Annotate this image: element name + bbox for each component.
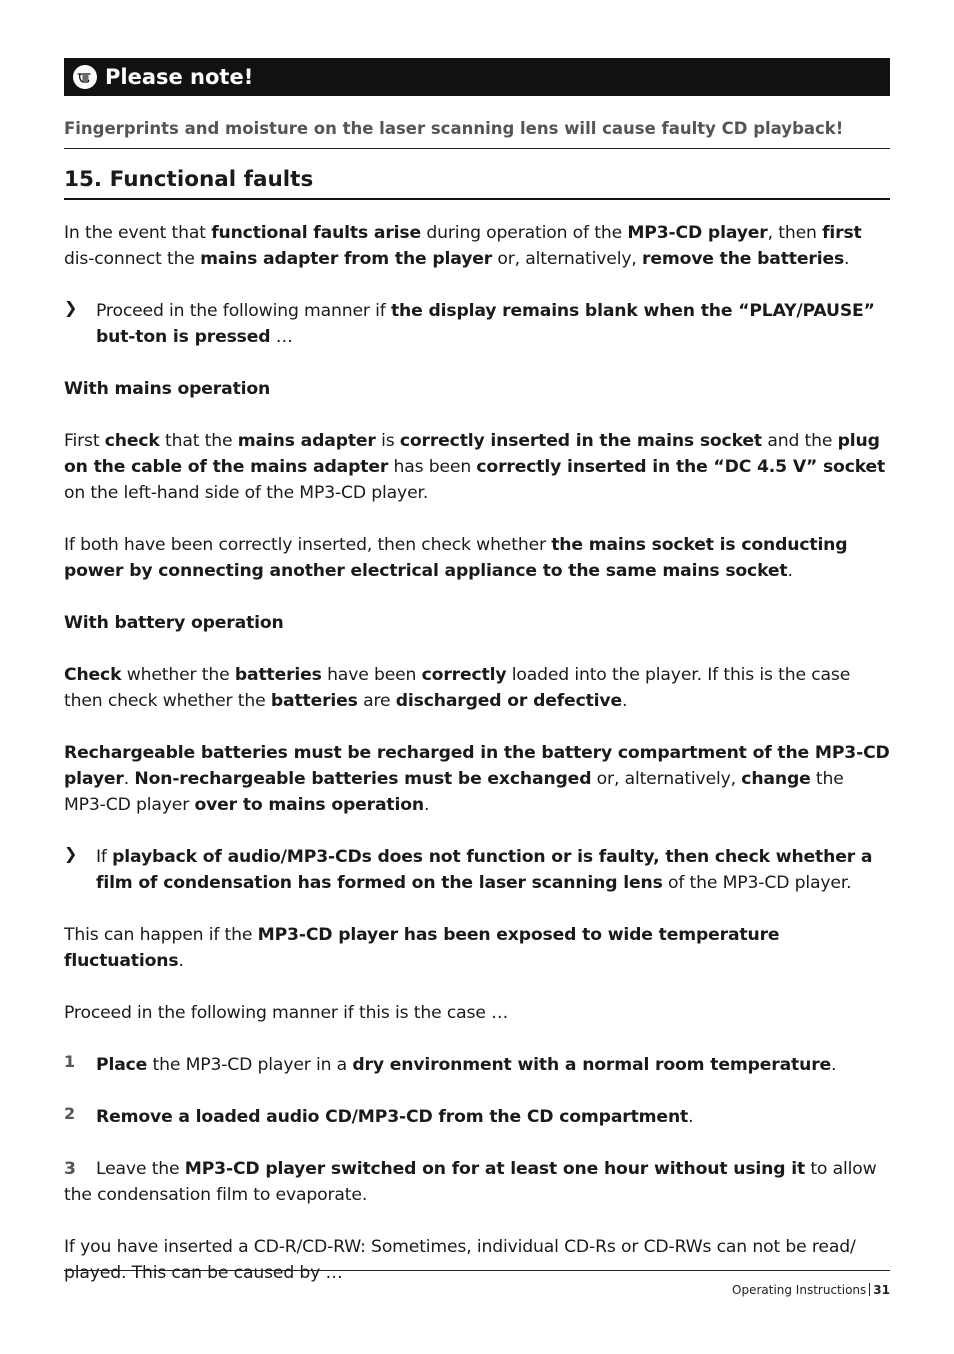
proceed-paragraph: Proceed in the following manner if this is the case … bbox=[64, 1003, 509, 1023]
step-text: Remove a loaded audio CD/MP3-CD from the CD compartment. bbox=[96, 1107, 694, 1127]
page-footer bbox=[64, 1270, 890, 1297]
temperature-paragraph: This can happen if the MP3-CD player has been exposed to wide temperature fluctuations. bbox=[64, 925, 780, 971]
bullet-playback-faulty bbox=[64, 844, 890, 896]
pointing-hand-icon bbox=[73, 65, 97, 89]
bullet-marker: ❯ bbox=[64, 298, 78, 317]
section-title: 15. Functional faults bbox=[64, 167, 890, 200]
intro-paragraph: In the event that functional faults arise during operation of the MP3-CD player, then first dis-connect the mains adapter from the player or, alternatively, remove the batteries. bbox=[64, 223, 862, 269]
page-number: 31 bbox=[873, 1283, 890, 1297]
bullet-text: Proceed in the following manner if the display remains blank when the “PLAY/PAUSE” but-ton is pressed … bbox=[96, 301, 875, 347]
mains-heading: With mains operation bbox=[64, 379, 271, 399]
page-content bbox=[64, 58, 890, 1286]
battery-check-paragraph: Check whether the batteries have been correctly loaded into the player. If this is the case then check whether the batteries are discharged or defective. bbox=[64, 665, 851, 711]
step-number: 2 bbox=[64, 1104, 76, 1123]
note-warning: Fingerprints and moisture on the laser scanning lens will cause faulty CD playback! bbox=[64, 118, 890, 149]
footer-divider bbox=[869, 1283, 870, 1296]
bullet-display-blank bbox=[64, 298, 890, 350]
bullet-text: If playback of audio/MP3-CDs does not function or is faulty, then check whether a film of condensation has formed on the laser scanning lens of the MP3-CD player. bbox=[96, 847, 873, 893]
bullet-marker: ❯ bbox=[64, 844, 78, 863]
footer-label: Operating Instructions bbox=[732, 1283, 867, 1297]
note-title: Please note! bbox=[105, 65, 254, 89]
step-3: 3 Leave the MP3-CD player switched on for at least one hour without using it to allow the condensation film to evaporate. bbox=[64, 1156, 890, 1208]
step-number: 3 bbox=[64, 1159, 76, 1179]
mains-socket-paragraph: If both have been correctly inserted, then check whether the mains socket is conducting power by connecting another electrical appliance to the same mains socket. bbox=[64, 535, 848, 581]
cdr-paragraph: If you have inserted a CD-R/CD-RW: Sometimes, individual CD-Rs or CD-RWs can not be read/ played. This can be caused by … bbox=[64, 1237, 856, 1283]
mains-check-paragraph: First check that the mains adapter is correctly inserted in the mains socket and the plug on the cable of the mains adapter has been correctly inserted in the “DC 4.5 V” socket on the left-hand side of the MP3-CD player. bbox=[64, 431, 886, 503]
step-number: 1 bbox=[64, 1052, 76, 1071]
battery-heading: With battery operation bbox=[64, 613, 284, 633]
footer-text bbox=[732, 1283, 890, 1297]
note-header bbox=[64, 58, 890, 96]
step-1 bbox=[64, 1052, 890, 1078]
step-2 bbox=[64, 1104, 890, 1130]
rechargeable-paragraph: Rechargeable batteries must be recharged in the battery compartment of the MP3-CD player. Non-rechargeable batteries must be exchanged or, alternatively, change the MP3-CD player over to mains operation. bbox=[64, 743, 890, 815]
step-text: Place the MP3-CD player in a dry environment with a normal room temperature. bbox=[96, 1055, 837, 1075]
